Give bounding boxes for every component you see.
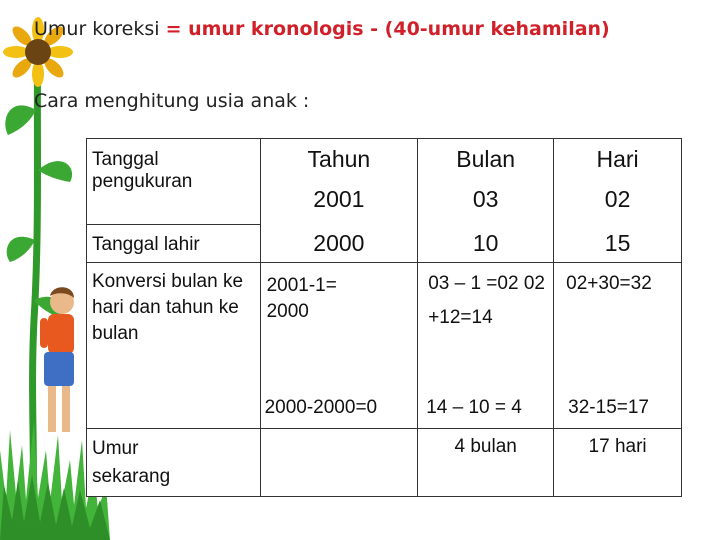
heading-formula xyxy=(34,18,714,40)
cell-konversi-hari xyxy=(554,263,682,429)
row-label-pengukuran: Tanggal pengukuran xyxy=(87,139,261,225)
table-row xyxy=(87,139,682,225)
value-umur-hari: 17 hari xyxy=(554,429,682,497)
cell-pengukuran-bulan xyxy=(418,139,554,225)
header-hari: Hari xyxy=(596,146,639,172)
header-tahun: Tahun xyxy=(307,146,371,172)
konversi-hari: 02+30=32 xyxy=(566,273,652,294)
table-row xyxy=(87,429,682,497)
subheading: Cara menghitung usia anak : xyxy=(34,90,310,112)
value-umur-bulan: 4 bulan xyxy=(418,429,554,497)
row-label-umur: Umur sekarang xyxy=(87,429,261,497)
row-label-lahir: Tanggal lahir xyxy=(87,225,261,263)
table-row xyxy=(87,225,682,263)
cell-pengukuran-hari xyxy=(554,139,682,225)
heading-prefix: Umur koreksi xyxy=(34,18,166,40)
cell-konversi-tahun xyxy=(260,263,418,429)
value-pengukuran-bulan: 03 xyxy=(472,186,499,212)
konversi-tahun: 2001-1= 2000 xyxy=(266,275,337,322)
value-lahir-bulan: 10 xyxy=(418,225,554,263)
value-umur-tahun xyxy=(260,429,418,497)
row-label-konversi: Konversi bulan ke hari dan tahun ke bulan xyxy=(87,263,261,429)
value-lahir-tahun: 2000 xyxy=(260,225,418,263)
header-bulan: Bulan xyxy=(456,146,516,172)
selisih-bulan: 14 – 10 = 4 xyxy=(426,397,522,418)
heading-formula-text: = umur kronologis - (40-umur kehamilan) xyxy=(165,18,610,40)
value-pengukuran-hari: 02 xyxy=(604,186,631,212)
value-pengukuran-tahun: 2001 xyxy=(313,186,365,212)
value-lahir-hari: 15 xyxy=(554,225,682,263)
cell-konversi-bulan xyxy=(418,263,554,429)
cell-pengukuran-tahun xyxy=(260,139,418,225)
age-calculation-table xyxy=(86,138,682,497)
table-row xyxy=(87,263,682,429)
selisih-hari: 32-15=17 xyxy=(568,397,649,418)
konversi-bulan: 03 – 1 =02 02 +12=14 xyxy=(428,273,545,328)
selisih-tahun: 2000-2000=0 xyxy=(264,397,378,418)
